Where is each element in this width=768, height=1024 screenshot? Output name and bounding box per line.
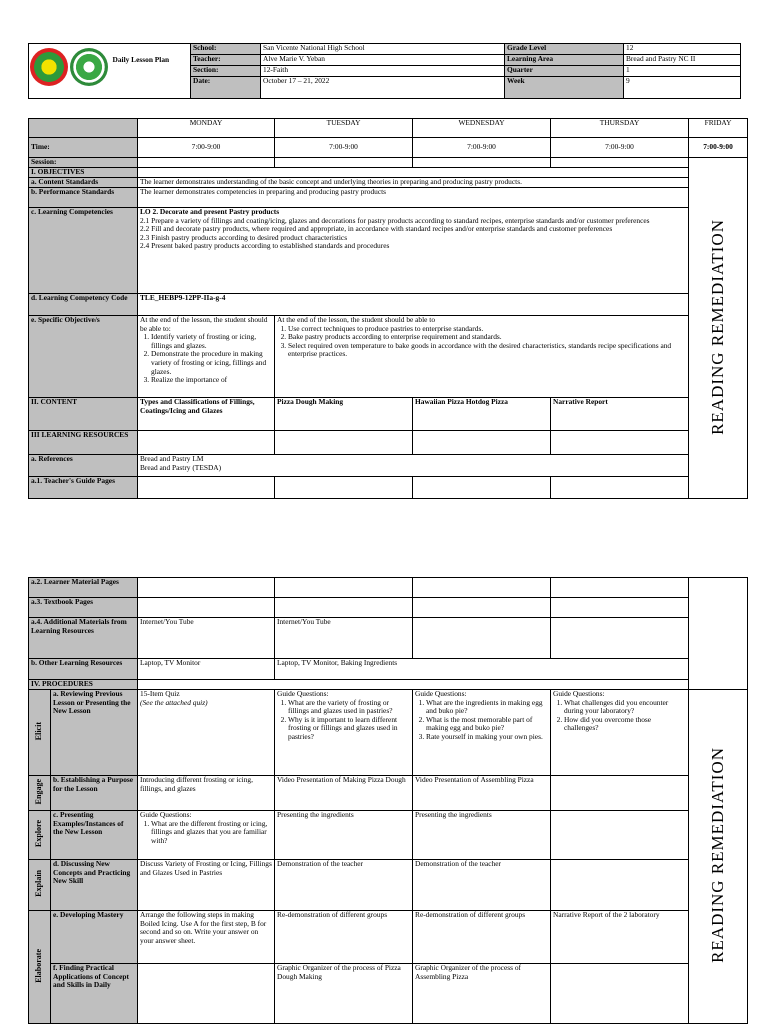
purpose-tuesday: Video Presentation of Making Pizza Dough (275, 776, 413, 811)
additional-materials-tuesday: Internet/You Tube (275, 618, 413, 659)
value: October 17 – 21, 2022 (261, 77, 505, 99)
objective-item: 3. Realize the importance of (151, 376, 272, 385)
additional-materials-label: a.4. Additional Materials from Learning Resources (29, 618, 138, 659)
additional-materials-monday: Internet/You Tube (138, 618, 275, 659)
day-header: WEDNESDAY (413, 119, 551, 138)
reviewing-monday (138, 690, 275, 776)
competency-line: 2.3 Finish pastry products according to desired product characteristics (140, 232, 348, 242)
concepts-wednesday: Demonstration of the teacher (413, 860, 551, 911)
mastery-monday: Arrange the following steps in making Boiled Icing. Use A for the first step, B for second and so on. Write your answer on your answer sheet. (138, 911, 275, 964)
purpose-monday: Introducing different frosting or icing, fillings, and glazes (138, 776, 275, 811)
textbook-label: a.3. Textbook Pages (29, 598, 138, 618)
concepts-label: d. Discussing New Concepts and Practicing New Skill (51, 860, 138, 911)
reference-item: Bread and Pastry (TESDA) (140, 462, 222, 472)
friday-text: READING REMEDIATION (707, 218, 727, 435)
objective-item: 1. Use correct techniques to produce pastries to enterprise standards. (288, 325, 686, 334)
purpose-wednesday: Video Presentation of Assembling Pizza (413, 776, 551, 811)
other-resources-label: b. Other Learning Resources (29, 659, 138, 680)
label: School: (191, 44, 261, 55)
day-header: FRIDAY (689, 119, 748, 138)
guide-questions-label: Guide Questions: (553, 689, 605, 698)
references (138, 455, 689, 477)
value: Alve Marie V. Yeban (261, 55, 505, 66)
mastery-tuesday: Re-demonstration of different groups (275, 911, 413, 964)
learner-material-label: a.2. Learner Material Pages (29, 578, 138, 598)
examples-monday (138, 811, 275, 860)
phase-elaborate (29, 911, 51, 1024)
value: San Vicente National High School (261, 44, 505, 55)
phase-label: Elaborate (34, 948, 44, 983)
time-value: 7:00-9:00 (413, 138, 551, 158)
performance-standards: The learner demonstrates competencies in preparing and producing pastry products (138, 188, 689, 208)
applications-wednesday: Graphic Organizer of the process of Assembling Pizza (413, 964, 551, 1024)
question-item: 1. What are the variety of frosting or fillings and glazes used in pastries? (288, 699, 410, 716)
value: 12-Faith (261, 66, 505, 77)
friday-reading-remediation-2 (689, 690, 748, 1024)
phase-label: Engage (34, 779, 44, 805)
competencies-title: LO 2. Decorate and present Pastry products (140, 207, 280, 216)
label: Quarter (505, 66, 624, 77)
phase-label: Explore (34, 820, 44, 848)
label: Learning Area (505, 55, 624, 66)
question-item: 2. What is the most memorable part of making egg and buko pie? (426, 716, 548, 733)
learning-competencies-label: c. Learning Competencies (29, 208, 138, 294)
competency-line: 2.4 Present baked pastry products according to established standards and procedures (140, 241, 390, 251)
mastery-wednesday: Re-demonstration of different groups (413, 911, 551, 964)
applications-label: f. Finding Practical Applications of Concept and Skills in Daily (51, 964, 138, 1024)
day-header: THURSDAY (551, 119, 689, 138)
phase-label: Explain (34, 870, 44, 898)
reviewing-thursday (551, 690, 689, 776)
other-resources-monday: Laptop, TV Monitor (138, 659, 275, 680)
content-wednesday: Hawaiian Pizza Hotdog Pizza (413, 398, 551, 431)
question-item: 2. How did you overcome those challenges? (564, 716, 686, 733)
label: Date: (191, 77, 261, 99)
applications-tuesday: Graphic Organizer of the process of Pizza Dough Making (275, 964, 413, 1024)
quiz-note: (See the attached quiz) (140, 697, 208, 707)
content-tuesday: Pizza Dough Making (275, 398, 413, 431)
header-table (28, 43, 741, 99)
label: Teacher: (191, 55, 261, 66)
time-label: Time: (29, 138, 138, 158)
time-value: 7:00-9:00 (275, 138, 413, 158)
guide-questions-label: Guide Questions: (277, 689, 329, 698)
performance-standards-label: b. Performance Standards (29, 188, 138, 208)
phase-explore (29, 811, 51, 860)
learning-resources-label: III LEARNING RESOURCES (29, 431, 138, 455)
time-value: 7:00-9:00 (138, 138, 275, 158)
label: Section: (191, 66, 261, 77)
objective-item: 3. Select required oven temperature to bake goods in accordance with the desired characteristics, standards recipe specifications and enterprise practices. (288, 342, 686, 359)
value: 9 (624, 77, 741, 99)
daily-lesson-plan-title: Daily Lesson Plan (111, 44, 191, 99)
phase-engage (29, 776, 51, 811)
competency-code: TLE_HEBP9-12PP-IIa-g-4 (138, 294, 689, 316)
label: Week (505, 77, 624, 99)
objective-item: 1. Identify variety of frosting or icing, fillings and glazes. (151, 333, 272, 350)
reference-item: Bread and Pastry LM (140, 454, 204, 463)
value: 1 (624, 66, 741, 77)
time-value: 7:00-9:00 (551, 138, 689, 158)
content-monday: Types and Classifications of Fillings, Coatings/Icing and Glazes (138, 398, 275, 431)
day-header: MONDAY (138, 119, 275, 138)
reviewing-tuesday (275, 690, 413, 776)
guide-questions-label: Guide Questions: (140, 810, 192, 819)
specific-objectives-rest (275, 316, 689, 398)
objective-item: 2. Demonstrate the procedure in making variety of frosting or icing, fillings and glazes. (151, 350, 272, 376)
references-label: a. References (29, 455, 138, 477)
question-item: 1. What are the ingredients in making egg and buko pie? (426, 699, 548, 716)
value: Bread and Pastry NC II (624, 55, 741, 66)
question-item: 2. Why is it important to learn different frosting or fillings and glazes used in pastries? (288, 716, 410, 742)
specific-intro: At the end of the lesson, the student should be able to: (140, 315, 268, 333)
competency-code-label: d. Learning Competency Code (29, 294, 138, 316)
content-label: II. CONTENT (29, 398, 138, 431)
examples-tuesday: Presenting the ingredients (275, 811, 413, 860)
plan-table-2 (28, 577, 748, 1024)
quiz-text: 15-Item Quiz (140, 689, 180, 698)
content-thursday: Narrative Report (551, 398, 689, 431)
value: 12 (624, 44, 741, 55)
label: Grade Level (505, 44, 624, 55)
reviewing-lesson-label: a. Reviewing Previous Lesson or Presenting the New Lesson (51, 690, 138, 776)
reviewing-wednesday (413, 690, 551, 776)
examples-wednesday: Presenting the ingredients (413, 811, 551, 860)
mastery-thursday: Narrative Report of the 2 laboratory (551, 911, 689, 964)
day-header: TUESDAY (275, 119, 413, 138)
time-value: 7:00-9:00 (689, 138, 748, 158)
concepts-tuesday: Demonstration of the teacher (275, 860, 413, 911)
examples-label: c. Presenting Examples/Instances of the New Lesson (51, 811, 138, 860)
purpose-label: b. Establishing a Purpose for the Lesson (51, 776, 138, 811)
friday-text: READING REMEDIATION (707, 747, 727, 964)
friday-reading-remediation (689, 158, 748, 499)
teachers-guide-label: a.1. Teacher's Guide Pages (29, 477, 138, 499)
question-item: 1. What are the different frosting or icing, fillings and glazes that you are familiar with? (151, 820, 272, 846)
question-item: 3. Rate yourself in making your own pies. (426, 733, 548, 742)
phase-explain (29, 860, 51, 911)
concepts-monday: Discuss Variety of Frosting or Icing, Fillings and Glazes Used in Pastries (138, 860, 275, 911)
competency-line: 2.1 Prepare a variety of fillings and coating/icing, glazes and decorations for pastry products according to standard recipes, enterprise standards and/or customer preferences (140, 215, 650, 225)
session-label: Session: (29, 158, 138, 168)
procedures-label: IV. PROCEDURES (29, 680, 138, 690)
plan-table-1 (28, 118, 748, 499)
specific-objectives-monday (138, 316, 275, 398)
specific-intro: At the end of the lesson, the student should be able to (277, 315, 436, 324)
competency-line: 2.2 Fill and decorate pastry products, where required and appropriate, in accordance with standard recipes and/or enterprise standards and customer preferences (140, 224, 613, 234)
learning-competencies (138, 208, 689, 294)
specific-objectives-label: e. Specific Objective/s (29, 316, 138, 398)
mastery-label: e. Developing Mastery (51, 911, 138, 964)
phase-elicit (29, 690, 51, 776)
objective-item: 2. Bake pastry products according to enterprise requirement and standards. (288, 333, 686, 342)
phase-label: Elicit (34, 722, 44, 741)
other-resources-tuesday: Laptop, TV Monitor, Baking Ingredients (275, 659, 689, 680)
question-item: 1. What challenges did you encounter during your laboratory? (564, 699, 686, 716)
content-standards: The learner demonstrates understanding of the basic concept and underlying theories in preparing and producing pastry products. (138, 178, 689, 188)
objectives-heading: I. OBJECTIVES (29, 168, 138, 178)
content-standards-label: a. Content Standards (29, 178, 138, 188)
guide-questions-label: Guide Questions: (415, 689, 467, 698)
